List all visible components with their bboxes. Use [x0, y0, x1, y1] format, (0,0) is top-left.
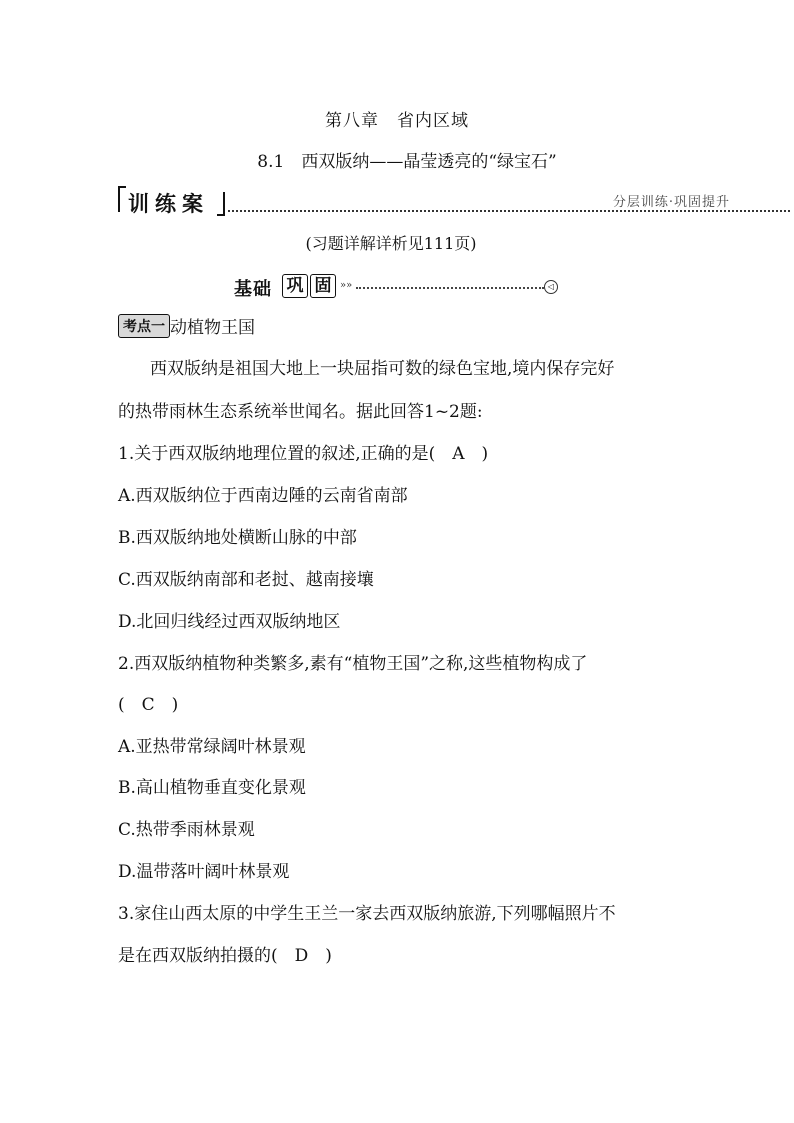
question-1-option-a: A.西双版纳位于西南边陲的云南省南部 [118, 486, 408, 506]
double-arrow-icon: »» [340, 280, 353, 291]
dotted-rule [228, 210, 790, 212]
intro-line-1: 西双版纳是祖国大地上一块屈指可数的绿色宝地,境内保存完好 [150, 359, 615, 379]
training-banner [118, 186, 790, 216]
dotted-rule [356, 287, 544, 289]
question-1-option-c: C.西双版纳南部和老挝、越南接壤 [118, 570, 374, 590]
banner-right-label: 分层训练·巩固提升 [612, 195, 730, 210]
question-2-answer: ( C ) [118, 695, 179, 715]
boxed-char-2: 固 [310, 274, 336, 298]
intro-line-2: 的热带雨林生态系统举世闻名。据此回答1~2题: [118, 402, 483, 422]
end-circle-icon: ◁ [544, 280, 558, 294]
bracket-left-decoration [118, 186, 126, 212]
question-2-option-d: D.温带落叶阔叶林景观 [118, 862, 290, 882]
question-2-option-b: B.高山植物垂直变化景观 [118, 778, 306, 798]
question-3-stem: 3.家住山西太原的中学生王兰一家去西双版纳旅游,下列哪幅照片不 [118, 904, 616, 924]
boxed-char-1: 巩 [282, 274, 308, 298]
topic-badge: 考点一 [118, 314, 170, 338]
subsection-heading-text: 基础 [234, 279, 272, 300]
question-2-stem: 2.西双版纳植物种类繁多,素有“植物王国”之称,这些植物构成了 [118, 654, 588, 674]
banner-title: 训练案 [128, 192, 209, 216]
question-2-option-c: C.热带季雨林景观 [118, 820, 255, 840]
chapter-title: 第八章 省内区域 [325, 111, 469, 131]
question-1-option-d: D.北回归线经过西双版纳地区 [118, 612, 341, 632]
question-3-stem-cont: 是在西双版纳拍摄的( D ) [118, 946, 332, 966]
section-title: 8.1 西双版纳——晶莹透亮的“绿宝石” [257, 152, 557, 172]
topic-heading [118, 313, 255, 338]
topic-title: 动植物王国 [170, 318, 255, 338]
question-1-option-b: B.西双版纳地处横断山脉的中部 [118, 528, 357, 548]
bracket-right-decoration [217, 192, 225, 216]
question-2-option-a: A.亚热带常绿阔叶林景观 [118, 737, 306, 757]
answer-note: (习题详解详析见111页) [305, 234, 477, 253]
question-1-stem: 1.关于西双版纳地理位置的叙述,正确的是( A ) [118, 444, 489, 464]
